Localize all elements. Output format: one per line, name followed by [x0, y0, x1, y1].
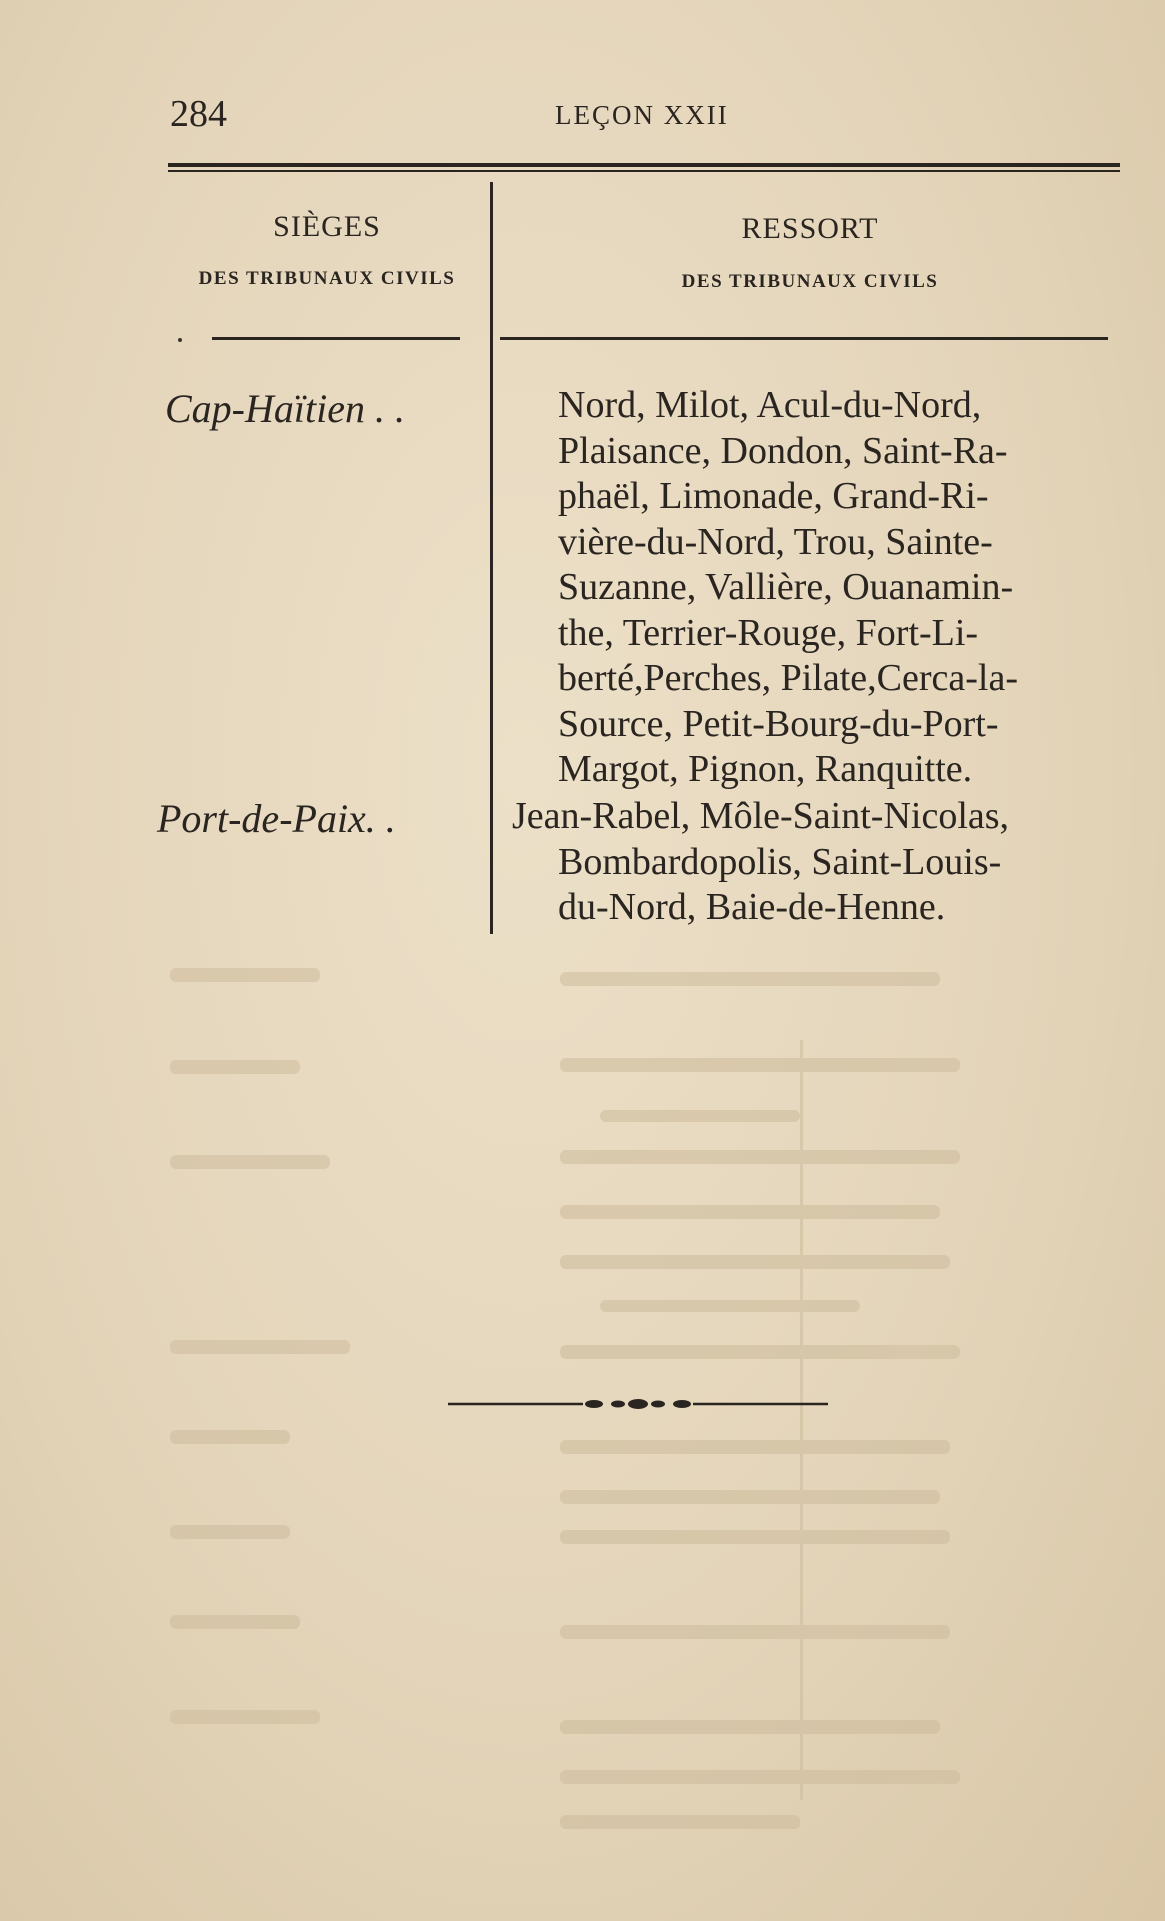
ressort-line: Nord, Milot, Acul-du-Nord,	[558, 384, 982, 426]
ressort-line: Suzanne, Vallière, Ouanamin-	[558, 566, 1014, 608]
ressort-line: vière-du-Nord, Trou, Sainte-	[558, 520, 993, 563]
running-head: LEÇON XXII	[555, 100, 729, 130]
ressort-line: Source, Petit-Bourg-du-Port-	[558, 702, 999, 745]
seat-port-de-paix: Port-de-Paix. .	[157, 796, 396, 841]
ressort-line: Plaisance, Dondon, Saint-Ra-	[558, 429, 1008, 472]
ressort-line: Margot, Pignon, Ranquitte.	[558, 748, 973, 790]
column-divider	[490, 182, 493, 934]
ressort-port-de-paix	[512, 794, 1009, 931]
page-number: 284	[170, 93, 227, 135]
seat-cap-haitien: Cap-Haïtien . .	[165, 386, 405, 431]
ressort-line: Bombardopolis, Saint-Louis-	[558, 840, 1002, 883]
right-header-rule	[500, 337, 1108, 340]
left-column-title: SIÈGES	[273, 210, 381, 243]
ressort-line: berté,Perches, Pilate,Cerca-la-	[558, 657, 1018, 699]
left-column-subtitle: DES TRIBUNAUX CIVILS	[198, 268, 456, 289]
rule-dot	[178, 338, 182, 342]
ressort-line: du-Nord, Baie-de-Henne.	[558, 886, 946, 928]
left-header-rule	[212, 337, 460, 340]
header-double-rule	[168, 163, 1120, 172]
ressort-line: the, Terrier-Rouge, Fort-Li-	[558, 611, 979, 654]
ressort-line: phaël, Limonade, Grand-Ri-	[558, 475, 989, 517]
right-column-subtitle: DES TRIBUNAUX CIVILS	[681, 271, 939, 292]
ressort-cap-haitien	[558, 383, 1018, 793]
end-ornament	[448, 1394, 828, 1414]
ressort-line: Jean-Rabel, Môle-Saint-Nicolas,	[512, 795, 1010, 837]
right-column-title: RESSORT	[741, 212, 879, 245]
